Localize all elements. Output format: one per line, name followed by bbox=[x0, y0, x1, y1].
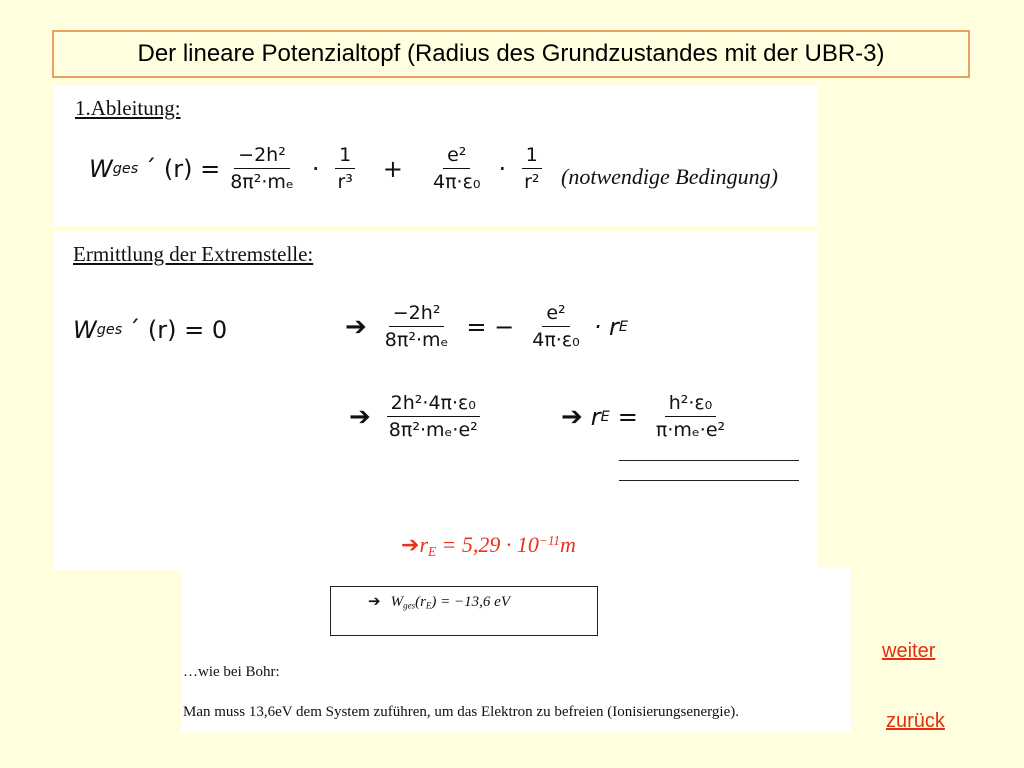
equation-3: ➔ r E = $\frac{\text{h²·ε₀}}{\text{π·mₑ·e²}}$ bbox=[561, 392, 726, 441]
w-subscript: ges bbox=[112, 160, 139, 177]
arrow-icon: ➔ bbox=[349, 401, 371, 432]
fraction-2: $\frac{1}{\text{r³}}$ bbox=[333, 142, 356, 195]
equation-1: ➔ $\frac{\text{−2h²}}{\text{8π²·mₑ}}$ = − $\frac{\text{e²}}{\text{4π·ε₀}}$ · r E bbox=[345, 302, 628, 351]
extremum-panel bbox=[53, 232, 818, 570]
plus-sign: + bbox=[382, 154, 404, 183]
fraction-4: $\frac{1}{\text{r²}}$ bbox=[520, 142, 543, 195]
ionization-note: Man muss 13,6eV dem System zuführen, um das Elektron zu befreien (Ionisierungsenergie). bbox=[183, 704, 739, 720]
w-symbol: W bbox=[89, 154, 113, 183]
slide-title-text: Der lineare Potenzialtopf (Radius des Grundzustandes mit der UBR-3) bbox=[137, 40, 885, 67]
derivative-equation: W ges ´ (r) = $\frac{\text{−2h²}}{\text{8π²·mₑ}}$ · $\frac{1}{\text{r³}}$ + $\frac{\text{e²}}{\text{4π·ε₀}}$ · $\frac{1}{\text{r²}}$ bbox=[89, 142, 550, 195]
equation-2: ➔ $\frac{\text{2h²·4π·ε₀}}{\text{8π²·mₑ·e²}}$ bbox=[349, 390, 488, 443]
lhs-rest: ´ (r) = bbox=[144, 154, 221, 183]
underline-2 bbox=[619, 480, 799, 481]
extremum-heading: Ermittlung der Extremstelle: bbox=[73, 242, 314, 266]
back-link[interactable]: zurück bbox=[886, 710, 945, 732]
derivative-panel bbox=[53, 86, 818, 226]
bohr-note: …wie bei Bohr: bbox=[183, 664, 280, 680]
slide-title bbox=[52, 30, 970, 78]
arrow-icon: ➔ bbox=[345, 311, 367, 342]
energy-arrow-icon: ➔ bbox=[368, 594, 381, 610]
fraction-3: $\frac{\text{e²}}{\text{4π·ε₀}}$ bbox=[433, 144, 481, 193]
condition-note: (notwendige Bedingung) bbox=[561, 164, 778, 189]
energy-equation: ➔ $W_{ges}(r_E) = -13,6$ eV bbox=[368, 594, 510, 611]
underline-1 bbox=[619, 460, 799, 461]
derivative-heading: 1.Ableitung: bbox=[75, 96, 181, 120]
condition-equation: W ges ´ (r) = 0 bbox=[73, 316, 228, 344]
next-link[interactable]: weiter bbox=[882, 640, 936, 662]
fraction-1: $\frac{\text{−2h²}}{\text{8π²·mₑ}}$ bbox=[230, 144, 294, 193]
radius-result: $➔r_E = 5,29 \cdot 10^{-11}m$ bbox=[401, 532, 576, 559]
arrow-icon: ➔ bbox=[561, 401, 583, 432]
result-arrow-icon: ➔ bbox=[401, 532, 420, 557]
